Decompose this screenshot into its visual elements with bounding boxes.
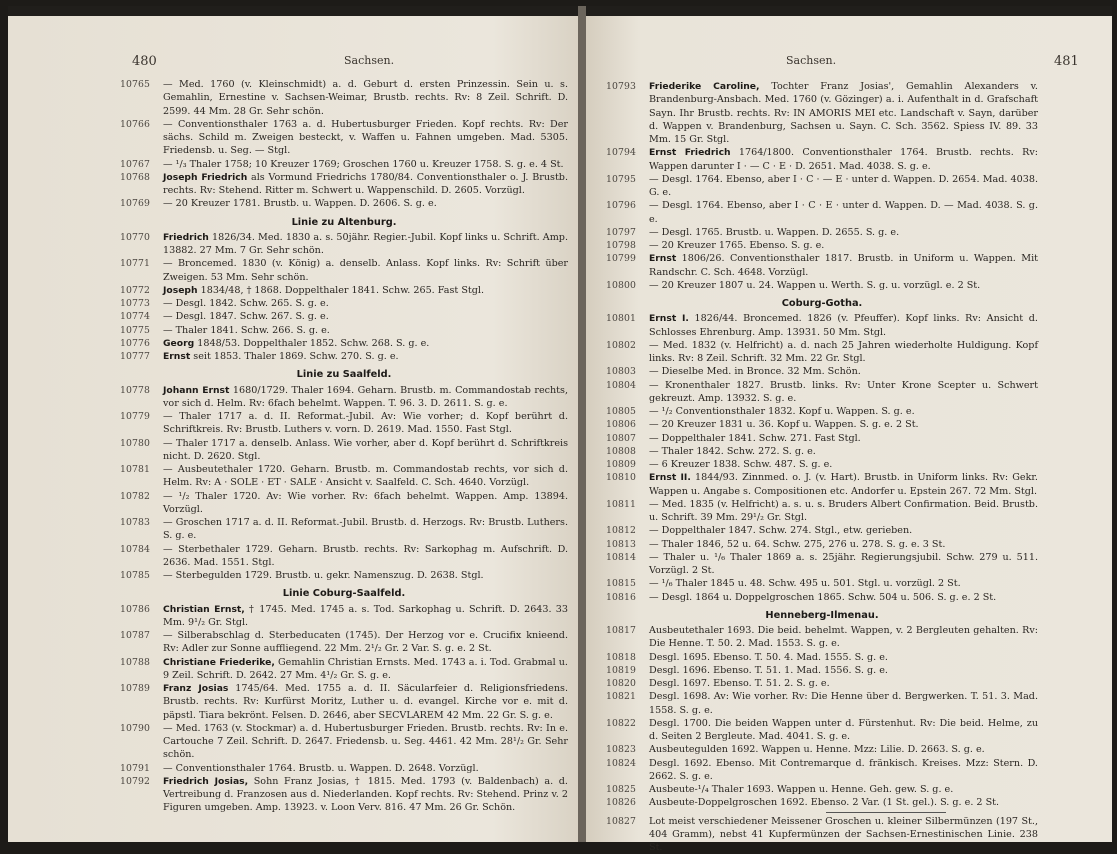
lot-number: 10773 bbox=[120, 297, 150, 310]
page-number: 480 bbox=[132, 54, 157, 69]
lot-description: — Kronenthaler 1827. Brustb. links. Rv: Unter Krone Scepter u. Schwert gekreuzt. Amp. 13932. S. g. e. bbox=[649, 380, 1038, 404]
catalog-entry bbox=[120, 324, 568, 337]
lot-description: 1806/26. Conventionsthaler 1817. Brustb. in Uniform u. Wappen. Mit Randschr. C. Sch. 4648. Vorzügl. bbox=[649, 253, 1038, 277]
lot-number: 10790 bbox=[120, 722, 150, 735]
catalog-entry bbox=[606, 379, 1038, 406]
lot-description: † 1745. Med. 1745 a. s. Tod. Sarkophag u. Schrift. D. 2643. 33 Mm. 9¹/₂ Gr. Stgl. bbox=[163, 604, 568, 628]
catalog-entry bbox=[120, 569, 568, 582]
section-heading: Linie zu Saalfeld. bbox=[120, 368, 568, 381]
lot-number: 10823 bbox=[606, 743, 636, 756]
catalog-entry bbox=[606, 624, 1038, 651]
lot-description: 1844/93. Zinnmed. o. J. (v. Hart). Brustb. in Uniform links. Rv: Gekr. Wappen u. Angabe s. Compositionen etc. Andorfer u. Epstein 267. 72 Mm. Stgl. bbox=[649, 472, 1038, 496]
lot-description: — 20 Kreuzer 1831 u. 36. Kopf u. Wappen. S. g. e. 2 St. bbox=[649, 419, 919, 430]
ruler-name: Joseph Friedrich bbox=[163, 172, 247, 183]
catalog-entry bbox=[120, 410, 568, 437]
lot-number: 10795 bbox=[606, 173, 636, 186]
lot-description: — ¹/₃ Thaler 1758; 10 Kreuzer 1769; Groschen 1760 u. Kreuzer 1758. S. g. e. 4 St. bbox=[163, 159, 564, 170]
catalog-entry bbox=[606, 312, 1038, 339]
catalog-entry bbox=[606, 252, 1038, 279]
lot-number: 10816 bbox=[606, 591, 636, 604]
section-heading: Coburg-Gotha. bbox=[606, 297, 1038, 310]
catalog-entry bbox=[120, 310, 568, 323]
lot-description: — 6 Kreuzer 1838. Schw. 487. S. g. e. bbox=[649, 459, 832, 470]
lot-description: — Doppelthaler 1847. Schw. 274. Stgl., etw. gerieben. bbox=[649, 525, 912, 536]
lot-description: — Sterbegulden 1729. Brustb. u. gekr. Namenszug. D. 2638. Stgl. bbox=[163, 570, 484, 581]
lot-number: 10793 bbox=[606, 80, 636, 93]
lot-number: 10770 bbox=[120, 231, 150, 244]
lot-number: 10771 bbox=[120, 257, 150, 270]
lot-description: 1834/48, † 1868. Doppelthaler 1841. Schw. 265. Fast Stgl. bbox=[198, 285, 484, 296]
lot-description: — Thaler 1842. Schw. 272. S. g. e. bbox=[649, 446, 816, 457]
lot-description: — ¹/₂ Conventionsthaler 1832. Kopf u. Wappen. S. g. e. bbox=[649, 406, 915, 417]
lot-description: — Sterbethaler 1729. Geharn. Brustb. rechts. Rv: Sarkophag m. Aufschrift. D. 2636. Mad. 1551. Stgl. bbox=[163, 544, 568, 568]
section-heading: Linie zu Altenburg. bbox=[120, 216, 568, 229]
lot-number: 10808 bbox=[606, 445, 636, 458]
catalog-entry bbox=[120, 118, 568, 158]
separator-rule bbox=[826, 812, 946, 813]
lot-description: Desgl. 1692. Ebenso. Mit Contremarque d. fränkisch. Kreises. Mzz: Stern. D. 2662. S. g. e. bbox=[649, 758, 1038, 782]
lot-number: 10821 bbox=[606, 690, 636, 703]
catalog-entry bbox=[606, 690, 1038, 717]
lot-description: 1680/1729. Thaler 1694. Geharn. Brustb. m. Commandostab rechts, vor sich d. Helm. Rv: 6fach behelmt. Wappen. T. 96. 3. D. 2611. S. g. e. bbox=[163, 385, 568, 409]
page-number: 481 bbox=[1054, 54, 1079, 69]
lot-number: 10778 bbox=[120, 384, 150, 397]
catalog-entry bbox=[120, 384, 568, 411]
catalog-entry bbox=[606, 458, 1038, 471]
lot-description: — Broncemed. 1830 (v. König) a. denselb. Anlass. Kopf links. Rv: Schrift über Zweigen. 53 Mm. Sehr schön. bbox=[163, 258, 568, 282]
catalog-entry bbox=[606, 757, 1038, 784]
catalog-entry bbox=[120, 337, 568, 350]
lot-description: Gemahlin Christian Ernsts. Med. 1743 a. i. Tod. Grabmal u. 9 Zeil. Schrift. D. 2642. 27 Mm. 4¹/₂ Gr. S. g. e. bbox=[163, 657, 568, 681]
lot-description: Desgl. 1696. Ebenso. T. 51. 1. Mad. 1556. S. g. e. bbox=[649, 665, 888, 676]
ruler-name: Friederike Caroline, bbox=[649, 81, 760, 92]
lot-number: 10775 bbox=[120, 324, 150, 337]
catalog-entry bbox=[120, 158, 568, 171]
book-gutter bbox=[578, 6, 586, 842]
catalog-entry bbox=[120, 543, 568, 570]
catalog-entry bbox=[120, 231, 568, 258]
catalog-entry bbox=[120, 78, 568, 118]
lot-description: — Thaler u. ¹/₆ Thaler 1869 a. s. 25jähr. Regierungsjubil. Schw. 279 u. 511. Vorzügl. 2 St. bbox=[649, 552, 1038, 576]
catalog-entry bbox=[120, 197, 568, 210]
catalog-entry bbox=[606, 146, 1038, 173]
lot-description: 1826/34. Med. 1830 a. s. 50jähr. Regier.-Jubil. Kopf links u. Schrift. Amp. 13882. 27 Mm. 7 Gr. Sehr schön. bbox=[163, 232, 568, 256]
lot-number: 10780 bbox=[120, 437, 150, 450]
lot-description: — Thaler 1846, 52 u. 64. Schw. 275, 276 u. 278. S. g. e. 3 St. bbox=[649, 539, 945, 550]
lot-description: — Doppelthaler 1841. Schw. 271. Fast Stgl. bbox=[649, 433, 861, 444]
catalog-entry bbox=[606, 651, 1038, 664]
lot-description: — Ausbeutethaler 1720. Geharn. Brustb. m. Commandostab rechts, vor sich d. Helm. Rv: A · SOLE · ET · SALE · Ansicht v. Saalfeld. C. Sch. 4640. Vorzügl. bbox=[163, 464, 568, 488]
catalog-entry bbox=[120, 722, 568, 762]
lot-description: — 20 Kreuzer 1765. Ebenso. S. g. e. bbox=[649, 240, 824, 251]
lot-description: 1745/64. Med. 1755 a. d. II. Säcularfeier d. Religionsfriedens. Brustb. rechts. Rv: Kurfürst Moritz, Luther u. d. evangel. Kirche vor e. mit d. päpstl. Tiara bekrönt. Felsen. D. 2646, aber SECVLAREM 42 Mm. 22 Gr. S. g. e. bbox=[163, 683, 568, 721]
lot-description: — Groschen 1717 a. d. II. Reformat.-Jubil. Brustb. d. Herzogs. Rv: Brustb. Luthers. S. g. e. bbox=[163, 517, 568, 541]
catalog-entry bbox=[606, 796, 1038, 809]
lot-number: 10789 bbox=[120, 682, 150, 695]
lot-description: Desgl. 1698. Av: Wie vorher. Rv: Die Henne über d. Bergwerken. T. 51. 3. Mad. 1558. S. g. e. bbox=[649, 691, 1038, 715]
catalog-entry bbox=[120, 762, 568, 775]
catalog-entry bbox=[606, 279, 1038, 292]
catalog-entry bbox=[606, 717, 1038, 744]
lot-number: 10781 bbox=[120, 463, 150, 476]
catalog-entry bbox=[606, 783, 1038, 796]
lot-number: 10815 bbox=[606, 577, 636, 590]
lot-description: — Conventionsthaler 1763 a. d. Hubertusburger Frieden. Kopf rechts. Rv: Der sächs. Schild m. Zweigen besteckt, v. Waffen u. Fahnen umgeben. Mad. 5305. Friedensb. u. Seg. — Stgl. bbox=[163, 119, 568, 157]
lot-description: — Desgl. 1864 u. Doppelgroschen 1865. Schw. 504 u. 506. S. g. e. 2 St. bbox=[649, 592, 996, 603]
right-page bbox=[586, 16, 1112, 842]
catalog-entry bbox=[606, 226, 1038, 239]
lot-number: 10819 bbox=[606, 664, 636, 677]
lot-number: 10774 bbox=[120, 310, 150, 323]
catalog-entry bbox=[606, 239, 1038, 252]
lot-number: 10825 bbox=[606, 783, 636, 796]
catalog-entry bbox=[120, 603, 568, 630]
lot-number: 10767 bbox=[120, 158, 150, 171]
lot-number: 10787 bbox=[120, 629, 150, 642]
catalog-entry bbox=[606, 80, 1038, 146]
ruler-name: Ernst Friedrich bbox=[649, 147, 731, 158]
lot-number: 10810 bbox=[606, 471, 636, 484]
lot-number: 10784 bbox=[120, 543, 150, 556]
lot-description: — Desgl. 1847. Schw. 267. S. g. e. bbox=[163, 311, 329, 322]
lot-number: 10779 bbox=[120, 410, 150, 423]
ruler-name: Joseph bbox=[163, 285, 198, 296]
ruler-name: Franz Josias bbox=[163, 683, 228, 694]
lot-number: 10805 bbox=[606, 405, 636, 418]
catalog-entry bbox=[120, 516, 568, 543]
catalog-entry bbox=[120, 629, 568, 656]
catalog-entry bbox=[606, 664, 1038, 677]
lot-number: 10799 bbox=[606, 252, 636, 265]
lot-description: Ausbeutegulden 1692. Wappen u. Henne. Mzz: Lilie. D. 2663. S. g. e. bbox=[649, 744, 985, 755]
lot-description: als Vormund Friedrichs 1780/84. Conventionsthaler o. J. Brustb. rechts. Rv: Stehend. Ritter m. Schwert u. Wappenschild. D. 2605. Vorzügl. bbox=[163, 172, 568, 196]
lot-number: 10817 bbox=[606, 624, 636, 637]
lot-description: — Silberabschlag d. Sterbeducaten (1745). Der Herzog vor e. Crucifix knieend. Rv: Adler zur Sonne auffliegend. 22 Mm. 2¹/₂ Gr. 2 Var. S. g. e. 2 St. bbox=[163, 630, 568, 654]
lot-number: 10786 bbox=[120, 603, 150, 616]
section-heading: Linie Coburg-Saalfeld. bbox=[120, 587, 568, 600]
lot-number: 10796 bbox=[606, 199, 636, 212]
lot-description: Desgl. 1697. Ebenso. T. 51. 2. S. g. e. bbox=[649, 678, 830, 689]
lot-description: 1848/53. Doppelthaler 1852. Schw. 268. S. g. e. bbox=[194, 338, 429, 349]
lot-number: 10777 bbox=[120, 350, 150, 363]
catalog-entry bbox=[606, 173, 1038, 200]
lot-description: — ¹/₂ Thaler 1720. Av: Wie vorher. Rv: 6fach behelmt. Wappen. Amp. 13894. Vorzügl. bbox=[163, 491, 568, 515]
catalog-entry bbox=[120, 257, 568, 284]
ruler-name: Johann Ernst bbox=[163, 385, 229, 396]
lot-number: 10806 bbox=[606, 418, 636, 431]
lot-description: Ausbeute-Doppelgroschen 1692. Ebenso. 2 Var. (1 St. gel.). S. g. e. 2 St. bbox=[649, 797, 999, 808]
catalog-entry bbox=[120, 297, 568, 310]
lot-description: — 20 Kreuzer 1781. Brustb. u. Wappen. D. 2606. S. g. e. bbox=[163, 198, 437, 209]
lot-description: — Thaler 1717 a. d. II. Reformat.-Jubil. Av: Wie vorher; d. Kopf berührt d. Schriftkreis. Rv: Brustb. Luthers v. vorn. D. 2619. Mad. 1550. Fast Stgl. bbox=[163, 411, 568, 435]
lot-description: — Desgl. 1764. Ebenso, aber I · C · — E · unter d. Wappen. D. 2654. Mad. 4038. G. e. bbox=[649, 174, 1038, 198]
lot-description: 1764/1800. Conventionsthaler 1764. Brustb. rechts. Rv: Wappen darunter I · — C · E · D. 2651. Mad. 4038. S. g. e. bbox=[649, 147, 1038, 171]
ruler-name: Ernst bbox=[649, 253, 676, 264]
catalog-entry bbox=[606, 432, 1038, 445]
lot-number: 10797 bbox=[606, 226, 636, 239]
lot-number: 10800 bbox=[606, 279, 636, 292]
lot-number: 10822 bbox=[606, 717, 636, 730]
lot-number: 10772 bbox=[120, 284, 150, 297]
lot-description: — Dieselbe Med. in Bronce. 32 Mm. Schön. bbox=[649, 366, 861, 377]
catalog-entry bbox=[120, 437, 568, 464]
catalog-entry bbox=[606, 743, 1038, 756]
ruler-name: Christian Ernst, bbox=[163, 604, 245, 615]
lot-description: — 20 Kreuzer 1807 u. 24. Wappen u. Werth. S. g. u. vorzügl. e. 2 St. bbox=[649, 280, 980, 291]
catalog-entry bbox=[120, 350, 568, 363]
lot-number: 10804 bbox=[606, 379, 636, 392]
lot-number: 10820 bbox=[606, 677, 636, 690]
catalog-entry bbox=[120, 284, 568, 297]
catalog-entry bbox=[606, 405, 1038, 418]
lot-description: — Desgl. 1764. Ebenso, aber I · C · E · unter d. Wappen. D. — Mad. 4038. S. g. e. bbox=[649, 200, 1038, 224]
catalog-entry bbox=[120, 775, 568, 815]
lot-number: 10818 bbox=[606, 651, 636, 664]
lot-description: — Desgl. 1842. Schw. 265. S. g. e. bbox=[163, 298, 329, 309]
lot-number: 10785 bbox=[120, 569, 150, 582]
lot-number: 10788 bbox=[120, 656, 150, 669]
left-column bbox=[120, 78, 568, 815]
lot-number: 10769 bbox=[120, 197, 150, 210]
catalog-entry bbox=[120, 682, 568, 722]
lot-description: Sohn Franz Josias, † 1815. Med. 1793 (v. Baldenbach) a. d. Vertreibung d. Franzosen aus d. Niederlanden. Kopf rechts. Rv: Stehend. Prinz v. 2 Figuren umgeben. Amp. 13923. v. Loon Verv. 816. 47 Mm. 26 Gr. Schön. bbox=[163, 776, 568, 814]
section-heading: Henneberg-Ilmenau. bbox=[606, 609, 1038, 622]
lot-number: 10794 bbox=[606, 146, 636, 159]
lot-description: — Thaler 1717 a. denselb. Anlass. Wie vorher, aber d. Kopf berührt d. Schriftkreis nicht. D. 2620. Stgl. bbox=[163, 438, 568, 462]
ruler-name: Christiane Friederike, bbox=[163, 657, 275, 668]
lot-number: 10827 bbox=[606, 815, 636, 828]
catalog-entry bbox=[606, 524, 1038, 537]
right-column bbox=[606, 80, 1038, 854]
catalog-entry bbox=[606, 551, 1038, 578]
lot-number: 10768 bbox=[120, 171, 150, 184]
lot-number: 10792 bbox=[120, 775, 150, 788]
lot-description: — Conventionsthaler 1764. Brustb. u. Wappen. D. 2648. Vorzügl. bbox=[163, 763, 479, 774]
catalog-entry bbox=[120, 171, 568, 198]
lot-number: 10811 bbox=[606, 498, 636, 511]
lot-number: 10791 bbox=[120, 762, 150, 775]
book-spread bbox=[8, 6, 1112, 842]
lot-description: seit 1853. Thaler 1869. Schw. 270. S. g. e. bbox=[190, 351, 398, 362]
lot-number: 10812 bbox=[606, 524, 636, 537]
lot-description: — Med. 1760 (v. Kleinschmidt) a. d. Geburt d. ersten Prinzessin. Sein u. s. Gemahlin, Ernestine v. Sachsen-Weimar, Brustb. rechts. Rv: 8 Zeil. Schrift. D. 2599. 44 Mm. 28 Gr. Sehr schön. bbox=[163, 79, 568, 117]
lot-description: — Med. 1832 (v. Helfricht) a. d. nach 25 Jahren wiederholte Huldigung. Kopf links. Rv: 8 Zeil. Schrift. 32 Mm. 22 Gr. Stgl. bbox=[649, 340, 1038, 364]
lot-number: 10782 bbox=[120, 490, 150, 503]
catalog-entry bbox=[606, 677, 1038, 690]
catalog-entry bbox=[606, 577, 1038, 590]
ruler-name: Georg bbox=[163, 338, 194, 349]
lot-description: Tochter Franz Josias', Gemahlin Alexanders v. Brandenburg-Ansbach. Med. 1760 (v. Gözinger) a. i. Aufenthalt in d. Grafschaft Sayn. Ihr Brustb. rechts. Rv: IN AMORIS MEI etc. Landschaft v. Sayn, darüber d. Wappen v. Brandenburg, Sachsen u. Sayn. C. Sch. 3562. Spiess IV. 89. 33 Mm. 15 Gr. Stgl. bbox=[649, 81, 1038, 145]
lot-description: Desgl. 1695. Ebenso. T. 50. 4. Mad. 1555. S. g. e. bbox=[649, 652, 888, 663]
catalog-entry bbox=[606, 815, 1038, 854]
catalog-entry bbox=[606, 365, 1038, 378]
lot-number: 10813 bbox=[606, 538, 636, 551]
lot-description: Lot meist verschiedener Meissener Groschen u. kleiner Silbermünzen (197 St., 404 Gramm), nebst 41 Kupfermünzen der Sachsen-Ernestinischen Linie. 238 St. bbox=[649, 816, 1038, 854]
catalog-entry bbox=[606, 199, 1038, 226]
lot-number: 10809 bbox=[606, 458, 636, 471]
lot-description: — Med. 1763 (v. Stockmar) a. d. Hubertusburger Frieden. Brustb. rechts. Rv: In e. Cartouche 7 Zeil. Schrift. D. 2647. Friedensb. u. Seg. 4461. 42 Mm. 28¹/₂ Gr. Sehr schön. bbox=[163, 723, 568, 761]
running-head: Sachsen. bbox=[344, 54, 394, 67]
lot-number: 10826 bbox=[606, 796, 636, 809]
lot-description: — ¹/₆ Thaler 1845 u. 48. Schw. 495 u. 501. Stgl. u. vorzügl. 2 St. bbox=[649, 578, 961, 589]
ruler-name: Friedrich bbox=[163, 232, 209, 243]
lot-number: 10798 bbox=[606, 239, 636, 252]
catalog-entry bbox=[606, 498, 1038, 525]
catalog-entry bbox=[606, 538, 1038, 551]
lot-number: 10814 bbox=[606, 551, 636, 564]
lot-description: 1826/44. Broncemed. 1826 (v. Pfeuffer). Kopf links. Rv: Ansicht d. Schlosses Ehrenburg. Amp. 13931. 50 Mm. Stgl. bbox=[649, 313, 1038, 337]
lot-number: 10807 bbox=[606, 432, 636, 445]
catalog-entry bbox=[120, 656, 568, 683]
lot-number: 10765 bbox=[120, 78, 150, 91]
catalog-entry bbox=[120, 463, 568, 490]
lot-number: 10801 bbox=[606, 312, 636, 325]
left-page bbox=[8, 16, 578, 842]
lot-number: 10802 bbox=[606, 339, 636, 352]
ruler-name: Ernst II. bbox=[649, 472, 691, 483]
catalog-entry bbox=[606, 418, 1038, 431]
catalog-entry bbox=[606, 445, 1038, 458]
catalog-entry bbox=[606, 471, 1038, 498]
catalog-entry bbox=[606, 339, 1038, 366]
lot-description: — Desgl. 1765. Brustb. u. Wappen. D. 2655. S. g. e. bbox=[649, 227, 899, 238]
catalog-entry bbox=[120, 490, 568, 517]
ruler-name: Ernst bbox=[163, 351, 190, 362]
lot-description: — Thaler 1841. Schw. 266. S. g. e. bbox=[163, 325, 330, 336]
lot-description: Ausbeute-¹/₄ Thaler 1693. Wappen u. Henne. Geh. gew. S. g. e. bbox=[649, 784, 953, 795]
lot-description: Desgl. 1700. Die beiden Wappen unter d. Fürstenhut. Rv: Die beid. Helme, zu d. Seiten 2 Bergleute. Mad. 4041. S. g. e. bbox=[649, 718, 1038, 742]
lot-number: 10824 bbox=[606, 757, 636, 770]
ruler-name: Ernst I. bbox=[649, 313, 689, 324]
ruler-name: Friedrich Josias, bbox=[163, 776, 248, 787]
catalog-entry bbox=[606, 591, 1038, 604]
lot-description: Ausbeutethaler 1693. Die beid. behelmt. Wappen, v. 2 Bergleuten gehalten. Rv: Die Henne. T. 50. 2. Mad. 1553. S. g. e. bbox=[649, 625, 1038, 649]
lot-description: — Med. 1835 (v. Helfricht) a. s. u. s. Bruders Albert Confirmation. Beid. Brustb. u. Schrift. 39 Mm. 29¹/₂ Gr. Stgl. bbox=[649, 499, 1038, 523]
lot-number: 10766 bbox=[120, 118, 150, 131]
lot-number: 10776 bbox=[120, 337, 150, 350]
lot-number: 10803 bbox=[606, 365, 636, 378]
lot-number: 10783 bbox=[120, 516, 150, 529]
running-head: Sachsen. bbox=[786, 54, 836, 67]
